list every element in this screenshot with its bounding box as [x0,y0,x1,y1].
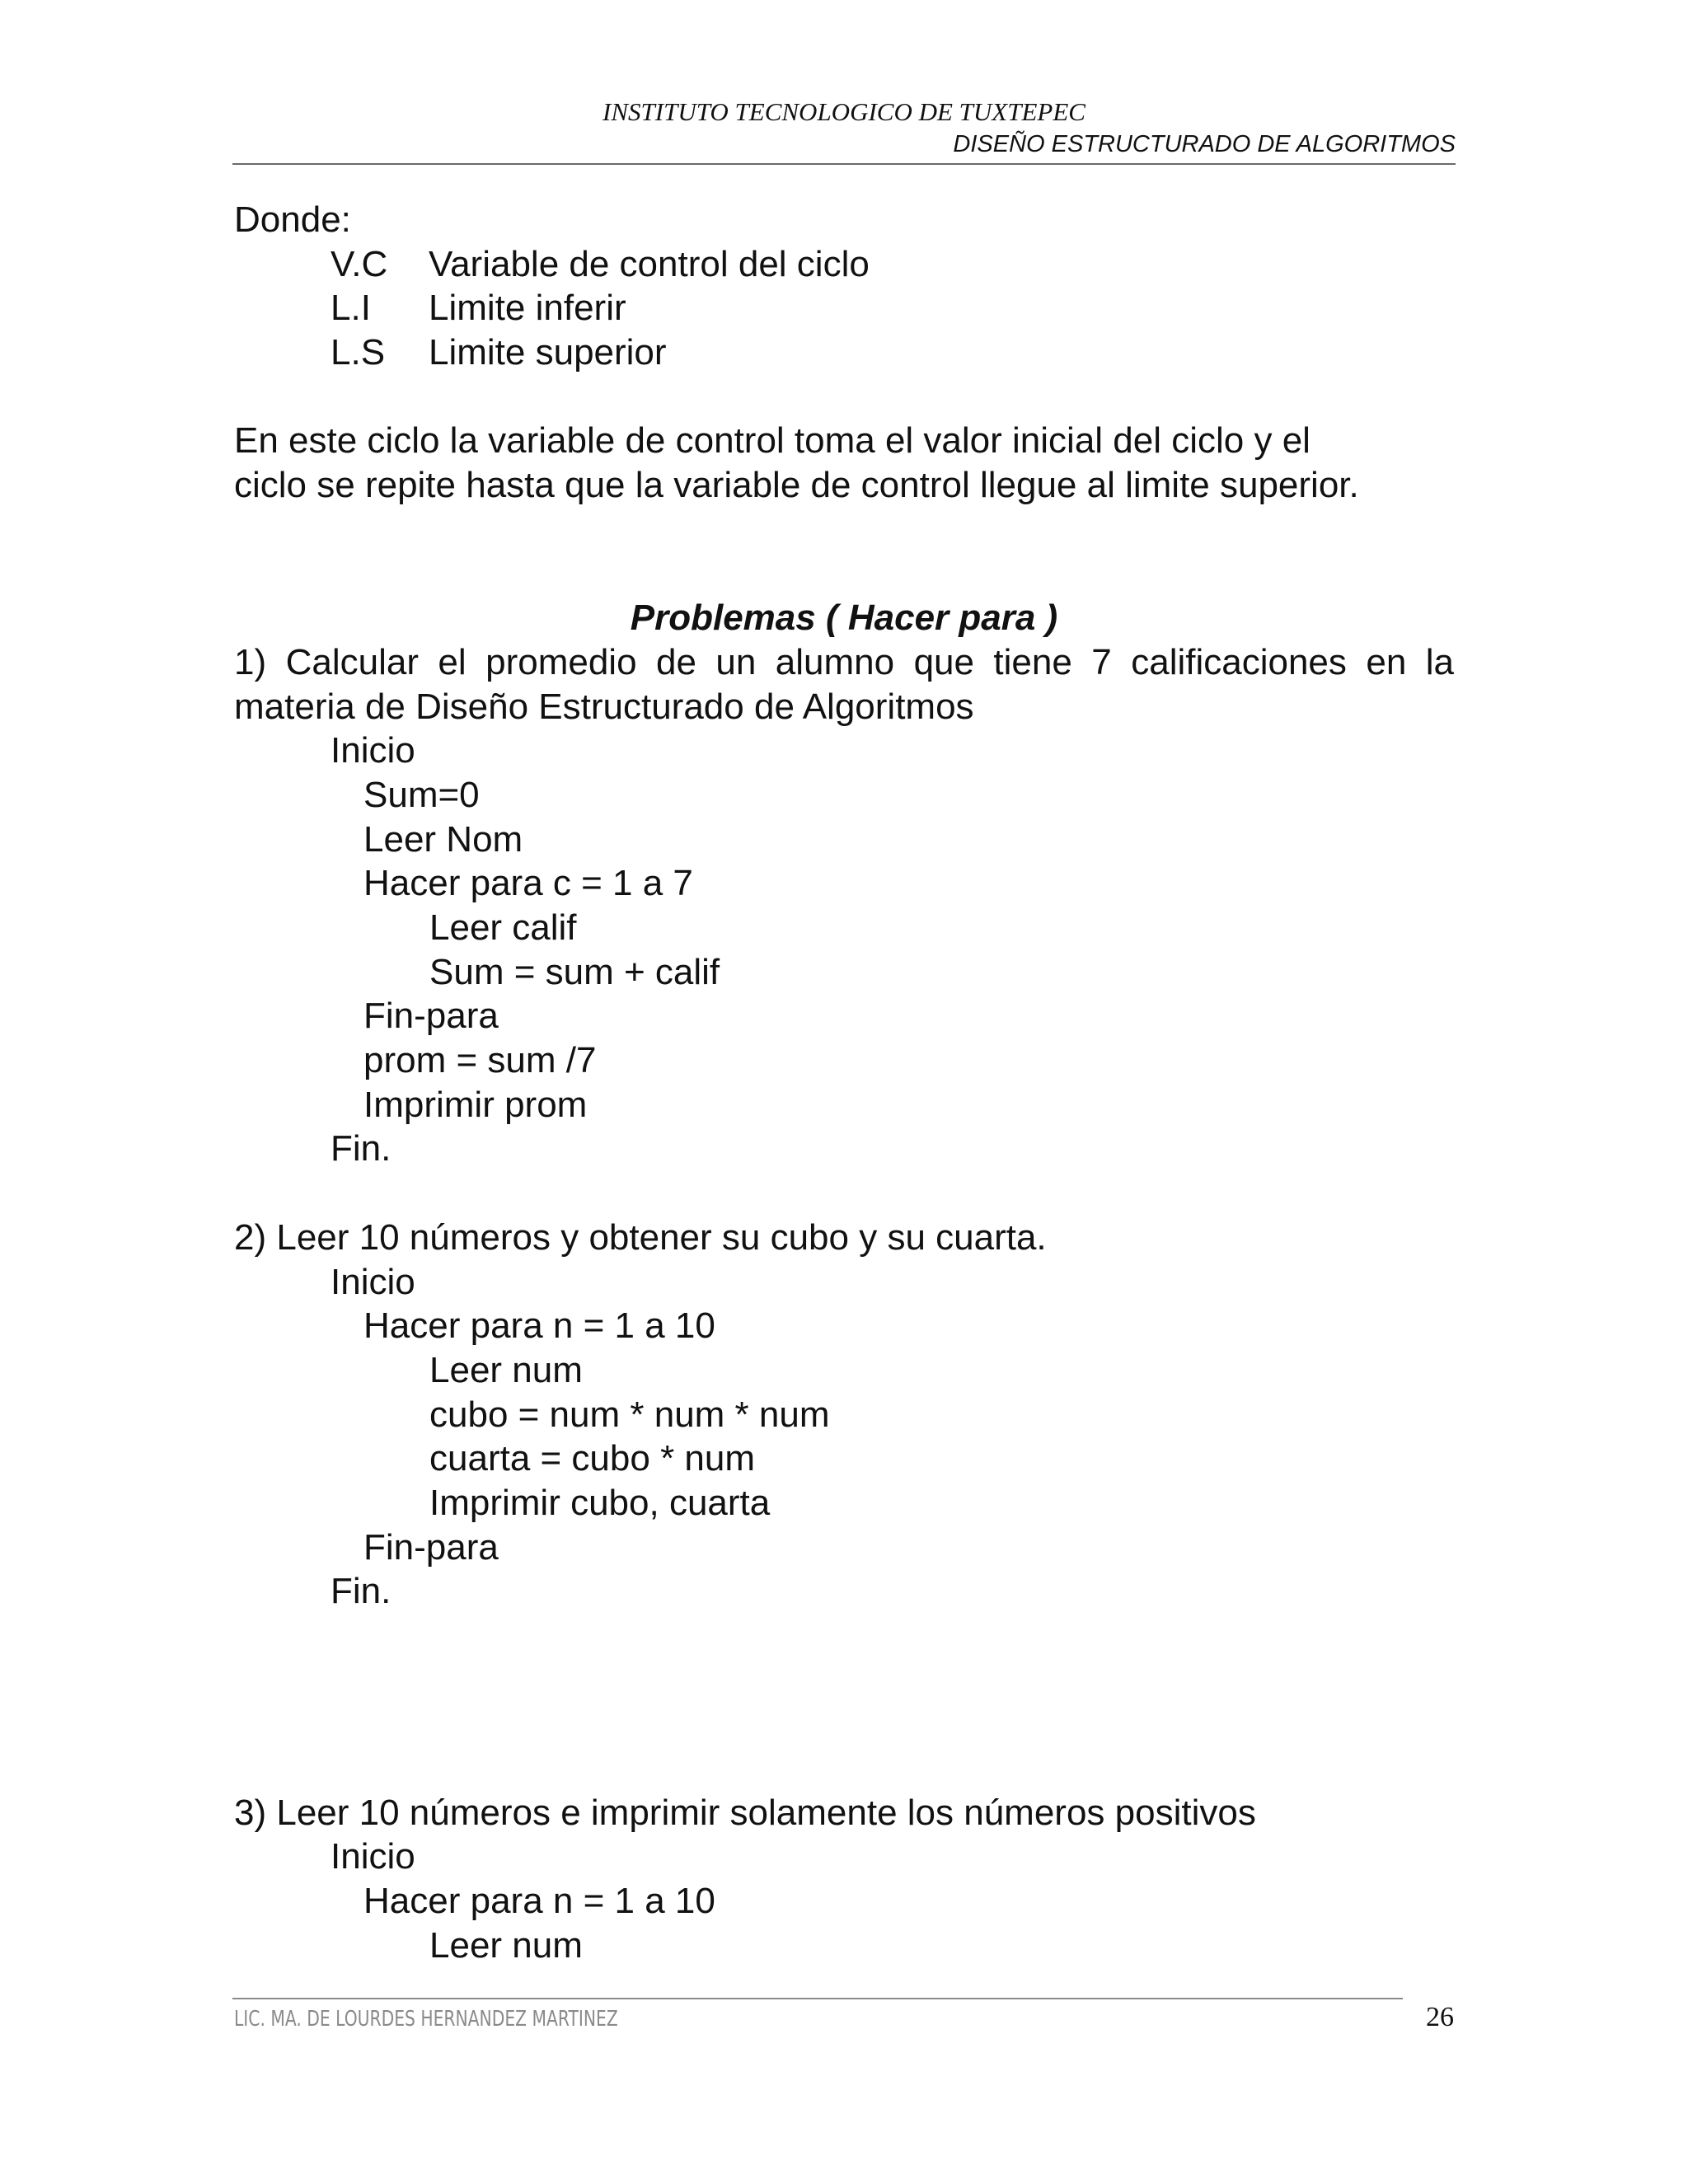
spacer [234,1171,1454,1216]
problem-statement: 1) Calcular el promedio de un alumno que tiene 7 calificaciones en la [234,641,1454,682]
spacer [234,552,1454,597]
code-line: Sum=0 [363,774,480,815]
code-line: Fin. [331,1128,392,1169]
code-line: Hacer para c = 1 a 7 [363,863,693,904]
definition-desc: Limite inferir [429,288,626,329]
definition-key: V.C [331,243,388,284]
code-line: prom = sum /7 [363,1040,597,1081]
code-line: cubo = num * num * num [429,1394,830,1435]
code-line: Fin-para [363,996,499,1037]
spacer [234,1702,1454,1746]
code-line: Inicio [331,730,415,771]
definition-row [234,330,1454,375]
problem-statement: 2) Leer 10 números y obtener su cubo y su cuarta. [234,1216,1047,1258]
code-line: Hacer para n = 1 a 10 [363,1881,715,1922]
footer-author: LIC. MA. DE LOURDES HERNANDEZ MARTINEZ [234,2007,618,2032]
problem-statement: materia de Diseño Estructurado de Algoritmos [234,686,974,727]
definitions-intro: Donde: [234,199,351,240]
code-line: Inicio [331,1836,415,1877]
definition-row [234,242,1454,287]
definition-key: L.I [331,288,371,329]
header-course: DISEÑO ESTRUCTURADO DE ALGORITMOS [953,131,1456,157]
header-divider [232,163,1456,165]
definition-desc: Limite superior [429,332,667,373]
page-number: 26 [1426,2002,1454,2032]
definition-key: L.S [331,332,386,373]
code-line: Inicio [331,1261,415,1302]
spacer [234,1614,1454,1658]
spacer [234,1658,1454,1703]
code-line: Sum = sum + calif [429,951,720,992]
code-line: Leer num [429,1924,583,1966]
definition-row [234,286,1454,330]
code-line: Hacer para n = 1 a 10 [363,1305,715,1347]
footer-divider [232,1998,1403,1999]
definition-desc: Variable de control del ciclo [429,243,870,284]
code-line: Fin. [331,1571,392,1612]
code-line: Leer Nom [363,818,523,860]
page-body [234,198,1454,1968]
code-line: Imprimir prom [363,1084,588,1125]
code-line: Leer calif [429,907,577,948]
code-line: Imprimir cubo, cuarta [429,1482,771,1523]
paragraph-line: En este ciclo la variable de control toma el valor inicial del ciclo y el [234,420,1311,462]
problem-statement: 3) Leer 10 números e imprimir solamente los números positivos [234,1792,1256,1833]
spacer [234,375,1454,419]
header-institute: INSTITUTO TECNOLOGICO DE TUXTEPEC [603,97,1085,126]
section-title: Problemas ( Hacer para ) [630,598,1058,639]
code-line: Fin-para [363,1526,499,1568]
paragraph-line: ciclo se repite hasta que la variable de control llegue al limite superior. [234,465,1359,506]
spacer [234,508,1454,552]
code-line: Leer num [429,1349,583,1390]
code-line: cuarta = cubo * num [429,1438,756,1479]
spacer [234,1746,1454,1791]
